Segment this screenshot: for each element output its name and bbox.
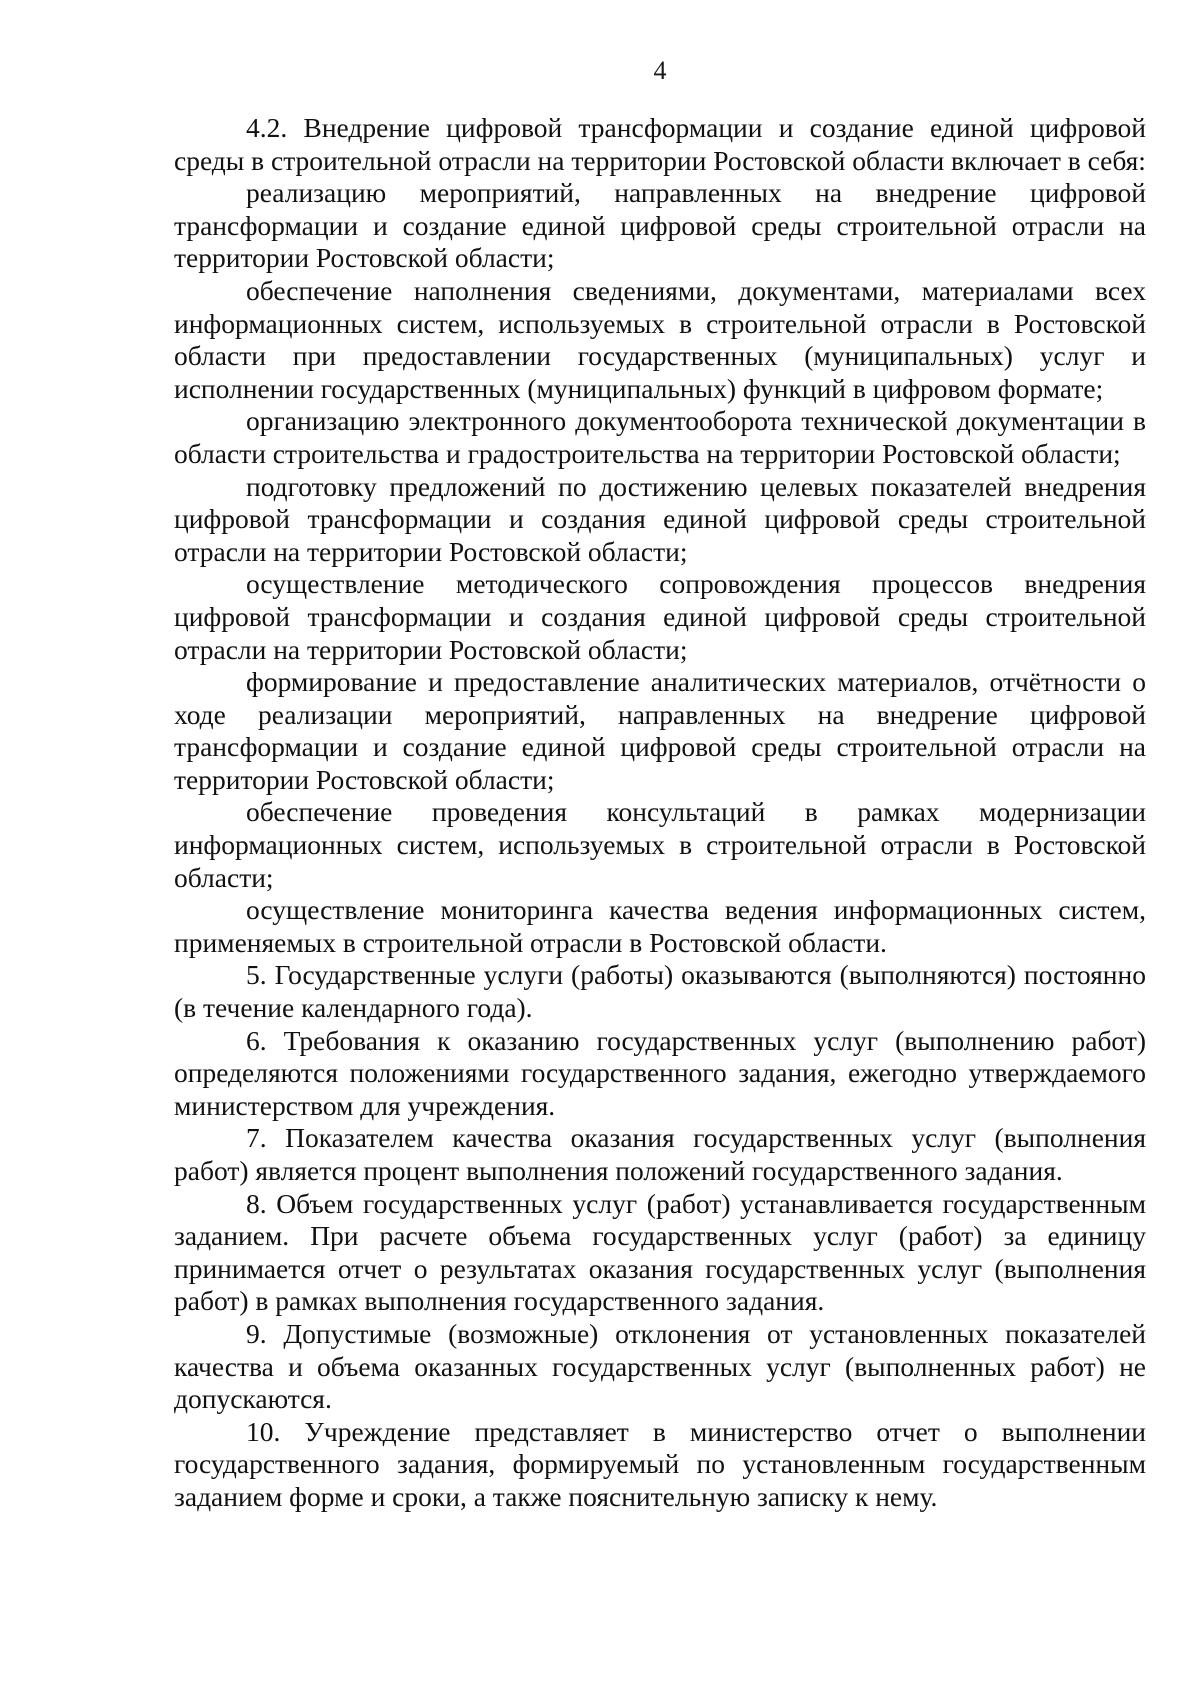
paragraph-6: 6. Требования к оказанию государственных услуг (выполнению работ) определяются положениями государственного задания, ежегодно утверждаемого министерством для учреждения.	[174, 1024, 1146, 1121]
document-body	[174, 112, 1146, 1514]
list-item-implementation: реализацию мероприятий, направленных на внедрение цифровой трансформации и создание единой цифровой среды строительной отрасли на территории Ростовской области;	[174, 177, 1146, 274]
paragraph-8: 8. Объем государственных услуг (работ) устанавливается государственным заданием. При расчете объема государственных услуг (работ) за единицу принимается отчет о результатах оказания государственных услуг (выполнения работ) в рамках выполнения государственного задания.	[174, 1187, 1146, 1317]
list-item-methodical-support: осуществление методического сопровождения процессов внедрения цифровой трансформации и создания единой цифровой среды строительной отрасли на территории Ростовской области;	[174, 568, 1146, 665]
list-item-document-flow: организацию электронного документооборота технической документации в области строительства и градостроительства на территории Ростовской области;	[174, 405, 1146, 469]
paragraph-9: 9. Допустимые (возможные) отклонения от установленных показателей качества и объема оказанных государственных услуг (выполненных работ) не допускаются.	[174, 1317, 1146, 1415]
list-item-information-filling: обеспечение наполнения сведениями, документами, материалами всех информационных систем, используемых в строительной отрасли в Ростовской области при предоставлении государственных (муниципальных) услуг и исполнении государственных (муниципальных) функций в цифровом формате;	[174, 274, 1146, 404]
page-number: 4	[653, 56, 667, 85]
list-item-consultations: обеспечение проведения консультаций в рамках модернизации информационных систем, используемых в строительной отрасли в Ростовской области;	[174, 796, 1146, 893]
paragraph-4-2: 4.2. Внедрение цифровой трансформации и создание единой цифровой среды в строительной отрасли на территории Ростовской области включает в себя:	[174, 112, 1146, 176]
list-item-proposals: подготовку предложений по достижению целевых показателей внедрения цифровой трансформации и создания единой цифровой среды строительной отрасли на территории Ростовской области;	[174, 470, 1146, 567]
list-item-monitoring: осуществление мониторинга качества ведения информационных систем, применяемых в строительной отрасли в Ростовской области.	[174, 894, 1146, 958]
list-item-analytics: формирование и предоставление аналитических материалов, отчётности о ходе реализации мероприятий, направленных на внедрение цифровой трансформации и создание единой цифровой среды строительной отрасли на территории Ростовской области;	[174, 666, 1146, 795]
paragraph-10: 10. Учреждение представляет в министерство отчет о выполнении государственного задания, формируемый по установленным государственным заданием форме и сроки, а также пояснительную записку к нему.	[174, 1415, 1146, 1512]
paragraph-7: 7. Показателем качества оказания государственных услуг (выполнения работ) является процент выполнения положений государственного задания.	[174, 1122, 1146, 1186]
paragraph-5: 5. Государственные услуги (работы) оказываются (выполняются) постоянно (в течение календарного года).	[174, 959, 1146, 1024]
